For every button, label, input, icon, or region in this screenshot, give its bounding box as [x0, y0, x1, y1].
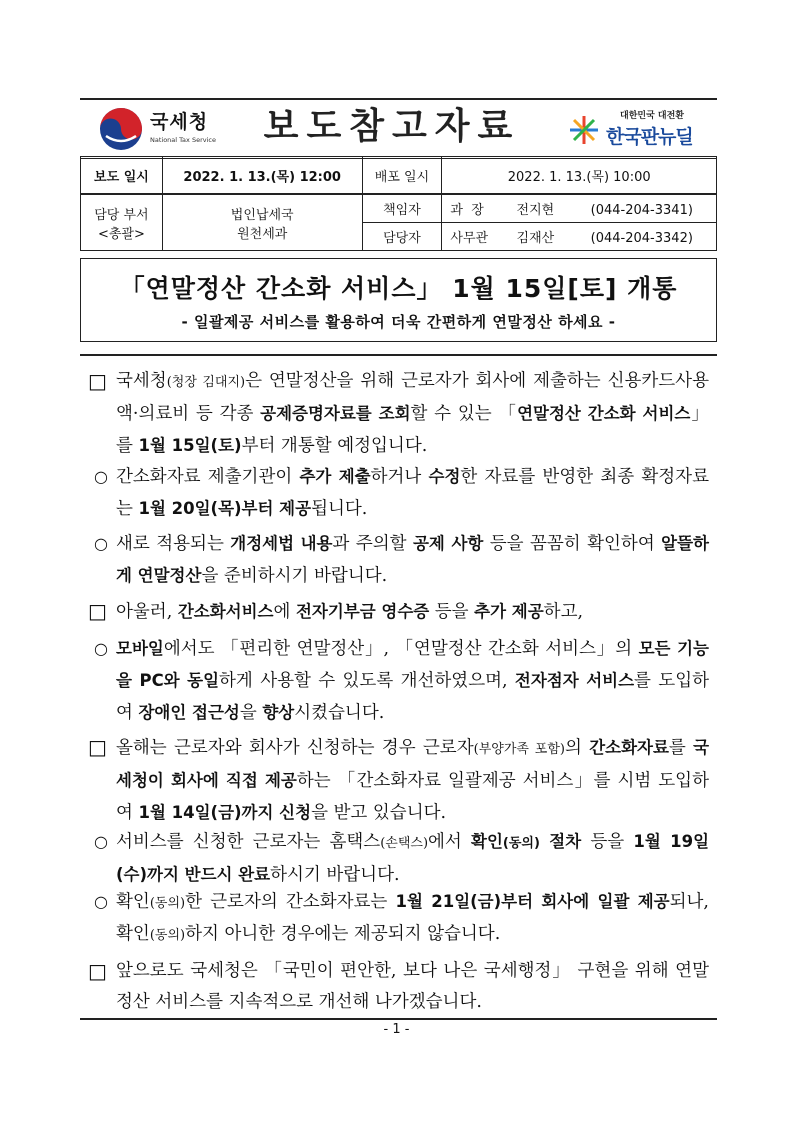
emphasis: 전자기부금 영수증 — [295, 602, 430, 621]
emphasis: 1월 15일(토) — [138, 436, 242, 455]
text-run: 새로 적용되는 — [116, 534, 231, 554]
text-run: 의 — [564, 738, 590, 758]
circle-bullet-icon: ○ — [94, 892, 108, 911]
new-deal-subtitle: 대한민국 대전환 — [620, 111, 684, 121]
paragraph-7-text — [116, 826, 709, 891]
text-run: 한 자료를 반영한 최종 확정자료는 — [116, 467, 709, 519]
paragraph-2-text — [116, 461, 709, 525]
text-run: 됩니다. — [311, 499, 368, 519]
body-content — [80, 354, 717, 1020]
department-label-line2: <총괄> — [97, 226, 145, 242]
text-run: 」를 — [116, 404, 710, 456]
release-time-value: 2022. 1. 13.(목) 12:00 — [162, 157, 362, 195]
text-run: 과 주의할 — [332, 534, 413, 554]
text-run: 부터 개통할 예정입니다. — [241, 436, 428, 456]
text-run: 시켰습니다. — [294, 703, 385, 723]
text-run: 을 받고 있습니다. — [311, 803, 447, 823]
emphasis: 모든 기능을 PC와 동일 — [116, 639, 709, 690]
emphasis: (동의) — [502, 836, 540, 851]
text-run: 서비스를 신청한 근로자는 홈택스 — [116, 832, 381, 852]
circle-bullet-icon: ○ — [94, 534, 108, 553]
release-time-label: 보도 일시 — [81, 157, 163, 195]
text-run: (청장 김대지) — [166, 375, 246, 390]
text-run: 에 — [273, 602, 296, 622]
responsible-label: 책임자 — [362, 194, 442, 223]
department-value — [162, 194, 362, 251]
emphasis: 공제 사항 — [412, 534, 484, 553]
text-run: 를 도입하여 — [116, 671, 710, 723]
text-run: 등을 — [581, 832, 634, 852]
headline: 「연말정산 간소화 서비스」 1월 15일[토] 개통 — [119, 274, 678, 303]
emphasis: 공제증명자료를 조회 — [260, 404, 411, 423]
new-deal-name: 한국판뉴딜 — [606, 126, 693, 148]
emphasis: 모바일 — [116, 639, 164, 658]
emphasis: 알뜰하게 연말정산 — [116, 534, 709, 585]
emphasis: 간소화서비스 — [177, 602, 274, 621]
square-bullet-icon: □ — [88, 959, 107, 983]
text-run: 할 수 있는 「 — [410, 404, 518, 424]
text-run: 되나, 확인 — [116, 892, 709, 944]
paragraph-9-text: 앞으로도 국세청은 「국민이 편안한, 보다 나은 국세행정」 구현을 위해 연말정산 서비스를 지속적으로 개선해 나가겠습니다. — [116, 961, 709, 1012]
staff-name: 김재산 — [516, 231, 555, 246]
korean-new-deal-logo — [568, 106, 714, 152]
page-number: - 1 - — [383, 1022, 410, 1037]
release-info-table — [80, 156, 717, 251]
distribution-time-value: 2022. 1. 13.(목) 10:00 — [442, 157, 717, 195]
taegeuk-emblem-icon — [98, 106, 144, 152]
emphasis: 확인 — [471, 832, 503, 851]
emphasis: 간소화자료 — [589, 738, 669, 757]
emphasis: 절차 — [539, 832, 582, 851]
text-run: 올해는 근로자와 회사가 신청하는 경우 근로자 — [116, 738, 474, 758]
emphasis: 향상 — [262, 703, 295, 722]
paragraph-5-text — [116, 633, 709, 729]
staff-title: 사무관 — [450, 231, 489, 246]
text-run: 하고, — [543, 602, 584, 622]
text-run: 아울러, — [116, 602, 178, 622]
emphasis: 수정 — [428, 467, 461, 486]
agency-name: 국세청 — [150, 111, 209, 133]
headline-box — [80, 258, 717, 342]
staff-label: 담당자 — [362, 223, 442, 251]
emphasis: 장애인 접근성 — [138, 703, 240, 722]
subheadline: - 일괄제공 서비스를 활용하여 더욱 간편하게 연말정산 하세요 - — [181, 313, 616, 331]
document-type-title: 보도참고자료 — [263, 106, 521, 147]
text-run: 하게 사용할 수 있도록 개선하였으며, — [219, 671, 515, 691]
emphasis: 전자점자 서비스 — [514, 671, 635, 690]
text-run: 확인 — [116, 892, 150, 912]
text-run: 한 근로자의 간소화자료는 — [185, 892, 396, 912]
text-run: 간소화자료 제출기관이 — [116, 467, 300, 487]
text-run: 국세청 — [116, 371, 167, 391]
nts-logo — [98, 106, 248, 152]
text-run: (부양가족 포함) — [473, 742, 565, 757]
staff-contact — [442, 223, 717, 251]
department-division: 원천세과 — [237, 226, 288, 242]
text-run: 하는 「간소화자료 일괄제공 서비스」를 시범 도입하여 — [116, 771, 709, 823]
paragraph-4-text — [116, 596, 709, 628]
paragraph-8-text — [116, 886, 709, 951]
press-header — [80, 98, 717, 159]
paragraph-1-text — [116, 366, 709, 462]
text-run: 하지 아니한 경우에는 제공되지 않습니다. — [185, 924, 501, 944]
text-run: 에서 — [428, 832, 472, 852]
responsible-contact — [442, 194, 717, 223]
emphasis: 국세청이 회사에 직접 제공 — [116, 738, 710, 790]
text-run: 등을 꼼꼼히 확인하여 — [483, 534, 662, 554]
emphasis: 1월 14일(금)까지 신청 — [138, 803, 312, 822]
text-run: (동의) — [149, 928, 186, 943]
emphasis: 추가 제출 — [299, 467, 371, 486]
department-bureau: 법인납세국 — [230, 207, 294, 223]
emphasis: 1월 21일(금)부터 회사에 일괄 제공 — [395, 892, 670, 911]
text-run: (손택스) — [380, 836, 429, 851]
staff-phone: (044-204-3342) — [590, 231, 693, 246]
text-run: (동의) — [149, 896, 186, 911]
square-bullet-icon: □ — [88, 599, 107, 623]
text-run: 은 연말정산을 위해 근로자가 회사에 제출하는 신용카드사용액·의료비 등 각종 — [116, 371, 709, 424]
emphasis: 추가 제공 — [474, 602, 544, 621]
new-deal-mark-icon — [568, 114, 600, 146]
text-run: 을 — [239, 703, 263, 723]
emphasis: 1월 19일(수)까지 반드시 완료 — [116, 832, 710, 884]
emphasis: 1월 20일(목)부터 제공 — [138, 499, 312, 518]
text-run: 하시기 바랍니다. — [270, 865, 400, 885]
circle-bullet-icon: ○ — [94, 467, 108, 486]
emphasis: 연말정산 간소화 서비스 — [517, 404, 691, 423]
square-bullet-icon: □ — [88, 369, 107, 393]
department-label-line1: 담당 부서 — [94, 207, 149, 223]
text-run: 을 준비하시기 바랍니다. — [201, 566, 388, 586]
circle-bullet-icon: ○ — [94, 639, 108, 658]
paragraph-3-text — [116, 528, 709, 592]
text-run: 에서도 「편리한 연말정산」, 「연말정산 간소화 서비스」의 — [163, 639, 639, 659]
text-run: 등을 — [429, 602, 475, 622]
distribution-time-label: 배포 일시 — [362, 157, 442, 195]
emphasis: 개정세법 내용 — [230, 534, 333, 553]
department-label — [81, 194, 163, 251]
square-bullet-icon: □ — [88, 735, 107, 759]
responsible-phone: (044-204-3341) — [590, 203, 693, 218]
agency-name-en: National Tax Service — [150, 136, 216, 144]
circle-bullet-icon: ○ — [94, 832, 108, 851]
text-run: 를 — [668, 738, 694, 758]
paragraph-6-text — [116, 732, 709, 829]
responsible-title: 과 장 — [450, 203, 484, 218]
responsible-name: 전지현 — [516, 203, 555, 218]
text-run: 하거나 — [370, 467, 429, 487]
